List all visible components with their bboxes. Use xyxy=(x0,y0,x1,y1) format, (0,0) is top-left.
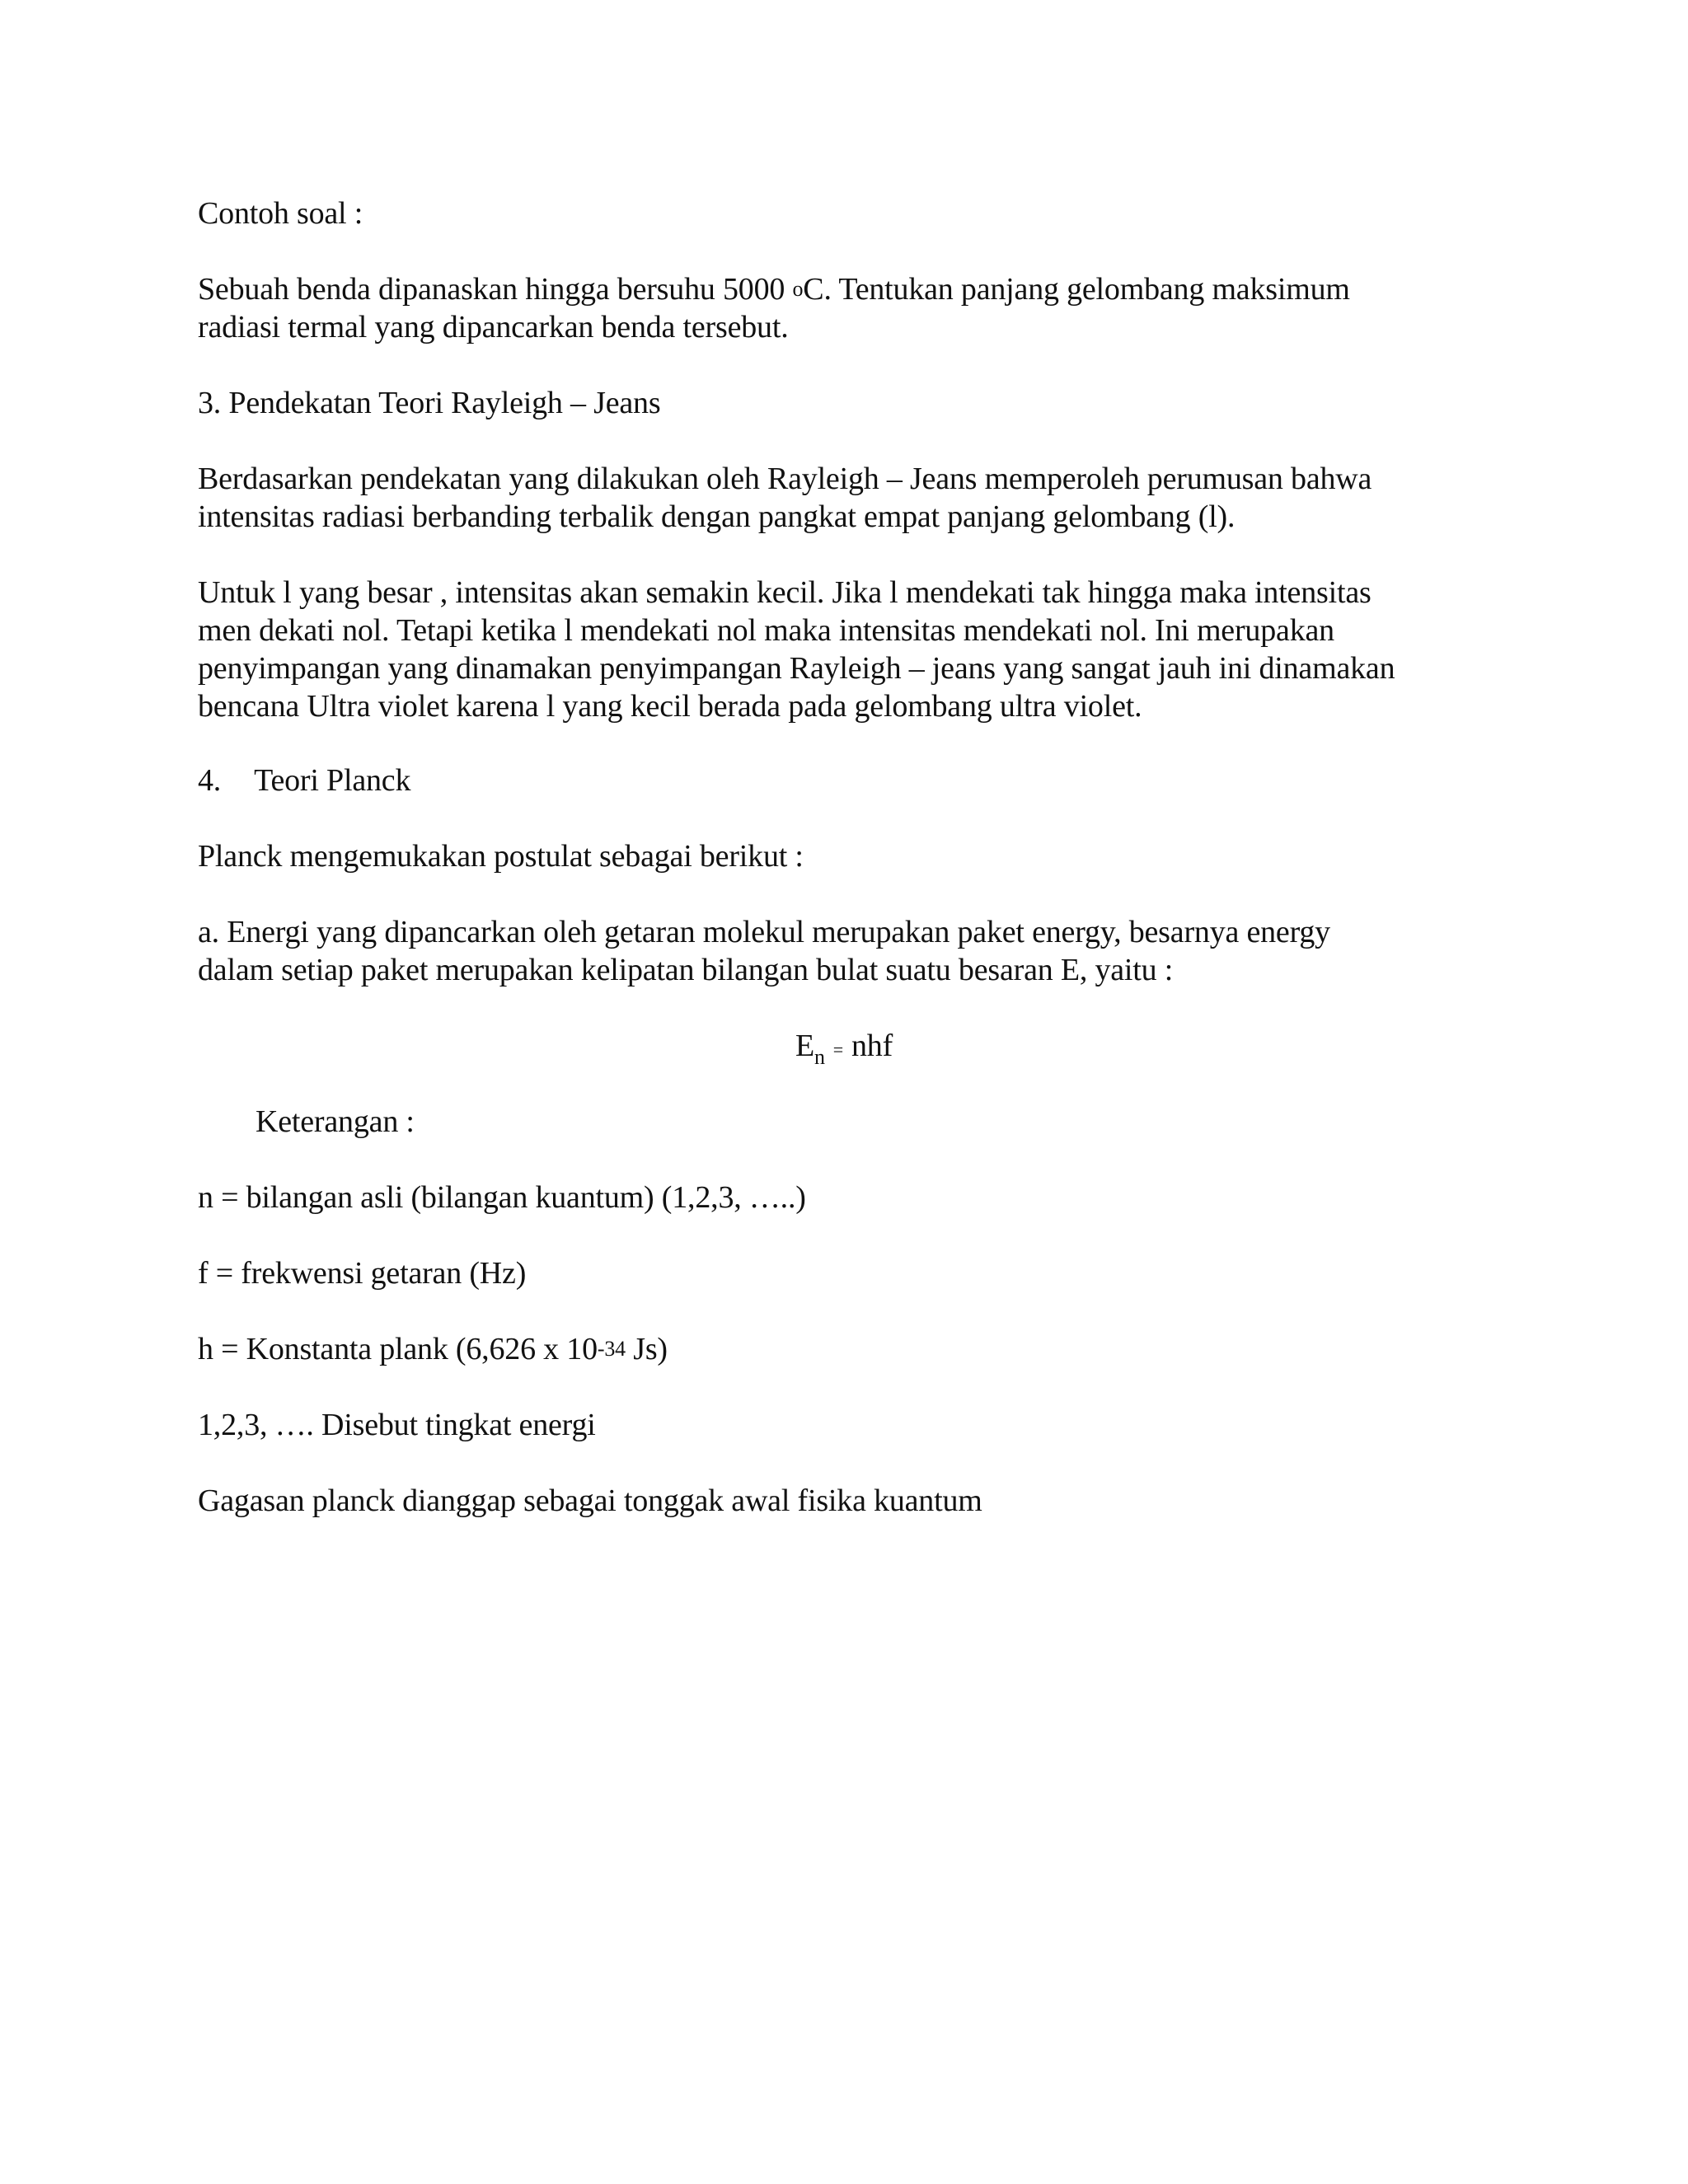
section-3-para1-line1: Berdasarkan pendekatan yang dilakukan oleh Rayleigh – Jeans memperoleh perumusan bahwa xyxy=(198,462,1372,496)
exponent-superscript: -34 xyxy=(597,1337,626,1361)
postulate-a-line2: dalam setiap paket merupakan kelipatan bilangan bulat suatu besaran E, yaitu : xyxy=(198,953,1174,987)
keterangan-label: Keterangan : xyxy=(256,1104,415,1139)
section-3-heading: 3. Pendekatan Teori Rayleigh – Jeans xyxy=(198,386,661,420)
example-line-1-a: Sebuah benda dipanaskan hingga bersuhu 5000 xyxy=(198,272,793,307)
degree-superscript: o xyxy=(792,277,804,301)
def-h-b: Js) xyxy=(625,1332,668,1366)
example-line-2: radiasi termal yang dipancarkan benda tersebut. xyxy=(198,310,789,344)
example-line-1-b: C. Tentukan panjang gelombang maksimum xyxy=(803,272,1350,307)
closing-sentence: Gagasan planck dianggap sebagai tonggak awal fisika kuantum xyxy=(198,1483,982,1518)
equation-rhs: nhf xyxy=(851,1029,893,1063)
section-3-para2-line2: men dekati nol. Tetapi ketika l mendekati nol maka intensitas mendekati nol. Ini merupakan xyxy=(198,613,1334,648)
planck-intro: Planck mengemukakan postulat sebagai berikut : xyxy=(198,839,804,874)
section-3-para1-line2: intensitas radiasi berbanding terbalik dengan pangkat empat panjang gelombang (l). xyxy=(198,499,1236,534)
section-4-title: Teori Planck xyxy=(254,763,411,798)
def-h-a: h = Konstanta plank (6,626 x 10 xyxy=(198,1332,598,1366)
equation-e: E xyxy=(795,1029,814,1063)
def-f: f = frekwensi getaran (Hz) xyxy=(198,1256,527,1291)
section-4-number: 4. xyxy=(198,763,222,798)
postulate-a-line1: a. Energi yang dipancarkan oleh getaran molekul merupakan paket energy, besarnya energy xyxy=(198,915,1330,949)
def-levels: 1,2,3, …. Disebut tingkat energi xyxy=(198,1408,596,1442)
def-n: n = bilangan asli (bilangan kuantum) (1,2,3, …..) xyxy=(198,1180,806,1215)
def-h xyxy=(198,1330,668,1371)
example-title: Contoh soal : xyxy=(198,196,363,231)
example-line-1 xyxy=(198,270,1350,312)
planck-equation xyxy=(0,1027,1688,1069)
section-3-para2-line3: penyimpangan yang dinamakan penyimpangan Rayleigh – jeans yang sangat jauh ini dinamakan xyxy=(198,651,1395,686)
equation-equals: = xyxy=(832,1039,843,1060)
section-4-heading xyxy=(198,762,410,799)
section-3-para2-line4: bencana Ultra violet karena l yang kecil berada pada gelombang ultra violet. xyxy=(198,689,1142,724)
section-3-para2-line1: Untuk l yang besar , intensitas akan semakin kecil. Jika l mendekati tak hingga maka intensitas xyxy=(198,575,1372,610)
equation-subscript: n xyxy=(814,1045,825,1069)
